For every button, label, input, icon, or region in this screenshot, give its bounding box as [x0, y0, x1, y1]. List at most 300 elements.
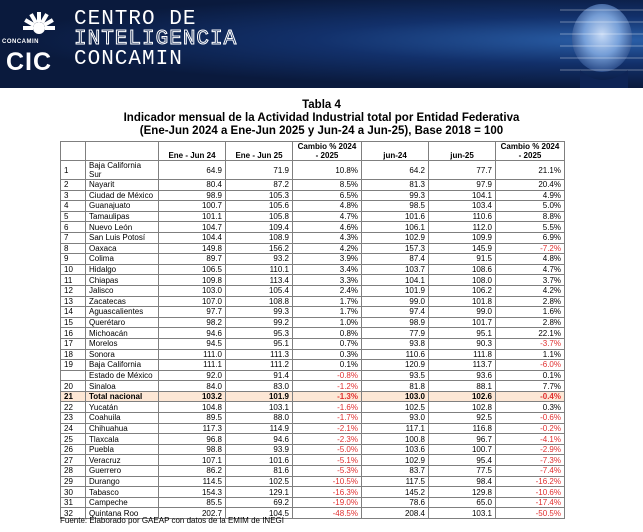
table-cell: -0.4%	[496, 391, 565, 402]
table-cell: 100.7	[159, 201, 226, 212]
table-cell: -1.3%	[293, 391, 362, 402]
table-cell: 81.6	[226, 466, 293, 477]
table-cell: -1.2%	[293, 381, 362, 392]
table-cell: 108.0	[429, 275, 496, 286]
table-cell: 154.3	[159, 487, 226, 498]
table-cell: 83.0	[226, 381, 293, 392]
table-cell: 85.5	[159, 497, 226, 508]
table-row	[61, 254, 565, 265]
table-cell: 92.5	[429, 413, 496, 424]
table-cell: 93.6	[429, 370, 496, 381]
robot-head-icon	[540, 0, 643, 88]
table-cell: 87.4	[362, 254, 429, 265]
table-cell: 4	[61, 201, 86, 212]
table-cell: 112.0	[429, 222, 496, 233]
table-cell: 3	[61, 190, 86, 201]
table-cell: Querétaro	[86, 317, 159, 328]
table-cell: 4.9%	[496, 190, 565, 201]
table-row	[61, 455, 565, 466]
table-cell: 81.3	[362, 180, 429, 191]
table-cell: 31	[61, 497, 86, 508]
table-cell: 91.5	[429, 254, 496, 265]
table-cell: 83.7	[362, 466, 429, 477]
table-cell: -5.3%	[293, 466, 362, 477]
table-cell: 3.4%	[293, 264, 362, 275]
table-cell: 102.9	[362, 232, 429, 243]
table-cell: Coahuila	[86, 413, 159, 424]
table-cell: 102.6	[429, 391, 496, 402]
table-cell: 99.0	[362, 296, 429, 307]
table-row	[61, 338, 565, 349]
table-cell: Total nacional	[86, 391, 159, 402]
logo-small-text: CONCAMIN	[2, 39, 39, 45]
table-cell: -48.5%	[293, 508, 362, 519]
header-banner	[0, 0, 643, 88]
table-cell: 4.8%	[496, 254, 565, 265]
table-cell: 99.3	[226, 307, 293, 318]
table-cell: 107.0	[159, 296, 226, 307]
table-cell: 7.7%	[496, 381, 565, 392]
table-cell: -4.1%	[496, 434, 565, 445]
table-cell: Colima	[86, 254, 159, 265]
table-cell: 108.8	[226, 296, 293, 307]
table-cell: 97.4	[362, 307, 429, 318]
table-cell: 103.1	[226, 402, 293, 413]
table-cell: 29	[61, 476, 86, 487]
table-cell: 103.2	[159, 391, 226, 402]
table-cell: 84.0	[159, 381, 226, 392]
header-cell	[86, 142, 159, 161]
table-cell: -5.1%	[293, 455, 362, 466]
table-cell: Oaxaca	[86, 243, 159, 254]
table-cell: 116.8	[429, 423, 496, 434]
table-cell: -0.2%	[496, 423, 565, 434]
total-row	[61, 391, 565, 402]
table-cell: 98.9	[159, 190, 226, 201]
table-cell: 111.3	[226, 349, 293, 360]
table-cell: 95.3	[226, 328, 293, 339]
table-row	[61, 243, 565, 254]
table-cell: -16.2%	[496, 476, 565, 487]
table-cell: 0.3%	[496, 402, 565, 413]
table-cell: 5.5%	[496, 222, 565, 233]
table-cell: Tlaxcala	[86, 434, 159, 445]
table-cell: 96.8	[159, 434, 226, 445]
table-cell: 103.7	[362, 264, 429, 275]
table-cell: 19	[61, 360, 86, 371]
table-cell: 25	[61, 434, 86, 445]
table-cell: 94.5	[159, 338, 226, 349]
table-cell: 106.1	[362, 222, 429, 233]
table-cell: Baja California	[86, 360, 159, 371]
table-number: Tabla 4	[302, 99, 341, 111]
table-cell: 8	[61, 243, 86, 254]
table-cell: 1.1%	[496, 349, 565, 360]
table-cell: 129.8	[429, 487, 496, 498]
table-cell: Nuevo León	[86, 222, 159, 233]
table-caption	[0, 99, 643, 138]
table-cell: 149.8	[159, 243, 226, 254]
table-cell: 81.8	[362, 381, 429, 392]
table-cell: 93.2	[226, 254, 293, 265]
data-table	[60, 141, 565, 519]
table-cell: 8.5%	[293, 180, 362, 191]
header-cell	[61, 142, 86, 161]
table-cell: 108.6	[429, 264, 496, 275]
table-cell: 20	[61, 381, 86, 392]
table-cell: 7	[61, 232, 86, 243]
table-cell: 110.6	[429, 211, 496, 222]
table-cell: 2.4%	[293, 285, 362, 296]
table-cell	[61, 370, 86, 381]
table-cell: Jalisco	[86, 285, 159, 296]
table-row	[61, 444, 565, 455]
table-cell: -10.6%	[496, 487, 565, 498]
table-row	[61, 307, 565, 318]
table-cell: 9	[61, 254, 86, 265]
table-cell: 98.8	[159, 444, 226, 455]
table-cell: 2.8%	[496, 296, 565, 307]
table-cell: 1.7%	[293, 296, 362, 307]
table-cell: 101.9	[226, 391, 293, 402]
table-cell: 100.8	[362, 434, 429, 445]
logo-text: CIC	[6, 48, 53, 76]
table-cell: -2.3%	[293, 434, 362, 445]
table-cell: -16.3%	[293, 487, 362, 498]
table-cell: Michoacán	[86, 328, 159, 339]
table-cell: 21.1%	[496, 161, 565, 180]
table-row	[61, 370, 565, 381]
table-cell: 14	[61, 307, 86, 318]
table-cell: 106.5	[159, 264, 226, 275]
table-cell: 105.4	[226, 285, 293, 296]
table-cell: 22.1%	[496, 328, 565, 339]
table-cell: 65.0	[429, 497, 496, 508]
table-cell: 64.9	[159, 161, 226, 180]
table-cell: 3.9%	[293, 254, 362, 265]
table-cell: Hidalgo	[86, 264, 159, 275]
table-cell: -7.2%	[496, 243, 565, 254]
table-cell: -3.7%	[496, 338, 565, 349]
table-cell: 104.8	[159, 402, 226, 413]
table-cell: 102.5	[362, 402, 429, 413]
table-cell: 2	[61, 180, 86, 191]
table-cell: -2.1%	[293, 423, 362, 434]
table-cell: 101.6	[226, 455, 293, 466]
table-cell: 102.9	[362, 455, 429, 466]
table-cell: 98.9	[362, 317, 429, 328]
table-cell: 102.5	[226, 476, 293, 487]
table-cell: 105.8	[226, 211, 293, 222]
table-cell: 4.8%	[293, 201, 362, 212]
table-cell: 92.0	[159, 370, 226, 381]
table-cell: 103.4	[429, 201, 496, 212]
table-cell: 24	[61, 423, 86, 434]
table-cell: 17	[61, 338, 86, 349]
table-cell: 97.7	[159, 307, 226, 318]
table-cell: -7.3%	[496, 455, 565, 466]
table-cell: 90.3	[429, 338, 496, 349]
table-cell: 6.5%	[293, 190, 362, 201]
table-cell: 156.2	[226, 243, 293, 254]
table-cell: 89.7	[159, 254, 226, 265]
table-cell: Veracruz	[86, 455, 159, 466]
table-cell: 8.8%	[496, 211, 565, 222]
table-cell: -5.0%	[293, 444, 362, 455]
table-cell: 10	[61, 264, 86, 275]
table-cell: 104.7	[159, 222, 226, 233]
table-row	[61, 180, 565, 191]
table-cell: 69.2	[226, 497, 293, 508]
table-row	[61, 190, 565, 201]
table-cell: 105.3	[226, 190, 293, 201]
table-row	[61, 296, 565, 307]
table-cell: 28	[61, 466, 86, 477]
table-cell: 32	[61, 508, 86, 519]
table-cell: 30	[61, 487, 86, 498]
table-cell: 95.1	[226, 338, 293, 349]
table-cell: 98.2	[159, 317, 226, 328]
table-cell: 0.1%	[293, 360, 362, 371]
table-cell: Guerrero	[86, 466, 159, 477]
table-cell: Tabasco	[86, 487, 159, 498]
table-cell: -0.6%	[496, 413, 565, 424]
table-cell: Aguascalientes	[86, 307, 159, 318]
table-cell: 21	[61, 391, 86, 402]
table-row	[61, 381, 565, 392]
table-cell: 96.7	[429, 434, 496, 445]
table-cell: 101.8	[429, 296, 496, 307]
table-cell: 15	[61, 317, 86, 328]
table-row	[61, 466, 565, 477]
table-cell: 6	[61, 222, 86, 233]
table-cell: 1	[61, 161, 86, 180]
table-cell: 202.7	[159, 508, 226, 519]
table-cell: 0.3%	[293, 349, 362, 360]
table-cell: 110.1	[226, 264, 293, 275]
table-cell: 71.9	[226, 161, 293, 180]
table-row	[61, 285, 565, 296]
table-cell: Guanajuato	[86, 201, 159, 212]
table-cell: 94.6	[159, 328, 226, 339]
table-cell: 103.6	[362, 444, 429, 455]
header-cell: jun-25	[429, 142, 496, 161]
table-cell: 1.6%	[496, 307, 565, 318]
table-cell: 120.9	[362, 360, 429, 371]
table-cell: 80.4	[159, 180, 226, 191]
table-cell: 104.1	[429, 190, 496, 201]
table-cell: 4.2%	[293, 243, 362, 254]
header-cell: Ene - Jun 24	[159, 142, 226, 161]
table-cell: Quintana Roo	[86, 508, 159, 519]
table-cell: 114.9	[226, 423, 293, 434]
table-cell: 27	[61, 455, 86, 466]
table-cell: -10.5%	[293, 476, 362, 487]
table-cell: -1.6%	[293, 402, 362, 413]
table-cell: 77.5	[429, 466, 496, 477]
table-title: Indicador mensual de la Actividad Industrial total por Entidad Federativa	[123, 112, 520, 124]
table-cell: 98.5	[362, 201, 429, 212]
table-cell: Campeche	[86, 497, 159, 508]
header-cell: jun-24	[362, 142, 429, 161]
table-cell: 104.1	[362, 275, 429, 286]
table-cell: 6.9%	[496, 232, 565, 243]
table-cell: 111.8	[429, 349, 496, 360]
table-cell: 3.3%	[293, 275, 362, 286]
table-cell: 109.4	[226, 222, 293, 233]
table-row	[61, 360, 565, 371]
table-cell: Chiapas	[86, 275, 159, 286]
table-cell: 78.6	[362, 497, 429, 508]
table-cell: 109.9	[429, 232, 496, 243]
table-cell: 0.7%	[293, 338, 362, 349]
table-cell: 5.0%	[496, 201, 565, 212]
table-cell: Zacatecas	[86, 296, 159, 307]
table-cell: 103.1	[429, 508, 496, 519]
table-cell: -50.5%	[496, 508, 565, 519]
table-cell: 111.2	[226, 360, 293, 371]
header-cell: Ene - Jun 25	[226, 142, 293, 161]
table-cell: 88.1	[429, 381, 496, 392]
table-cell: 106.2	[429, 285, 496, 296]
table-cell: 113.7	[429, 360, 496, 371]
table-cell: 4.7%	[496, 264, 565, 275]
table-row	[61, 476, 565, 487]
banner-line-3: CONCAMIN	[74, 48, 183, 71]
table-row	[61, 402, 565, 413]
table-cell: Baja California Sur	[86, 161, 159, 180]
table-cell: -0.8%	[293, 370, 362, 381]
table-cell: Morelos	[86, 338, 159, 349]
table-cell: 89.5	[159, 413, 226, 424]
table-cell: 98.4	[429, 476, 496, 487]
table-cell: 102.8	[429, 402, 496, 413]
table-cell: 100.7	[429, 444, 496, 455]
table-cell: 88.0	[226, 413, 293, 424]
table-row	[61, 211, 565, 222]
table-row	[61, 275, 565, 286]
table-cell: 145.2	[362, 487, 429, 498]
table-cell: 95.4	[429, 455, 496, 466]
table-row	[61, 328, 565, 339]
table-cell: Durango	[86, 476, 159, 487]
table-cell: 97.9	[429, 180, 496, 191]
table-cell: 2.8%	[496, 317, 565, 328]
table-row	[61, 201, 565, 212]
table-row	[61, 264, 565, 275]
header-cell: Cambio % 2024 - 2025	[496, 142, 565, 161]
table-cell: 1.7%	[293, 307, 362, 318]
table-cell: 16	[61, 328, 86, 339]
table-cell: 4.6%	[293, 222, 362, 233]
table-cell: -2.9%	[496, 444, 565, 455]
table-cell: 18	[61, 349, 86, 360]
table-cell: 87.2	[226, 180, 293, 191]
table-cell: 13	[61, 296, 86, 307]
table-cell: 108.9	[226, 232, 293, 243]
table-cell: 99.0	[429, 307, 496, 318]
table-cell: 129.1	[226, 487, 293, 498]
table-cell: 145.9	[429, 243, 496, 254]
table-cell: -6.0%	[496, 360, 565, 371]
table-cell: 77.7	[429, 161, 496, 180]
table-cell: 110.6	[362, 349, 429, 360]
table-row	[61, 497, 565, 508]
table-cell: 26	[61, 444, 86, 455]
table-cell: Chihuahua	[86, 423, 159, 434]
table-cell: 113.4	[226, 275, 293, 286]
table-cell: Nayarit	[86, 180, 159, 191]
table-cell: 3.7%	[496, 275, 565, 286]
table-cell: 105.6	[226, 201, 293, 212]
table-cell: 91.4	[226, 370, 293, 381]
banner-line-2: INTELIGENCIA	[74, 28, 238, 51]
footnote: Fuente: Elaborado por GAEAP con datos de la EMIM de INEGI	[60, 516, 284, 525]
table-cell: 12	[61, 285, 86, 296]
table-cell: 11	[61, 275, 86, 286]
table-cell: -19.0%	[293, 497, 362, 508]
table-cell: 4.3%	[293, 232, 362, 243]
table-cell: 101.7	[429, 317, 496, 328]
table-cell: 94.6	[226, 434, 293, 445]
table-cell: 1.0%	[293, 317, 362, 328]
table-cell: 101.6	[362, 211, 429, 222]
table-cell: 0.8%	[293, 328, 362, 339]
table-cell: 93.5	[362, 370, 429, 381]
table-cell: San Luis Potosí	[86, 232, 159, 243]
table-cell: 111.1	[159, 360, 226, 371]
table-cell: 64.2	[362, 161, 429, 180]
table-cell: 20.4%	[496, 180, 565, 191]
table-cell: 77.9	[362, 328, 429, 339]
table-cell: 22	[61, 402, 86, 413]
table-cell: 99.3	[362, 190, 429, 201]
table-cell: Sonora	[86, 349, 159, 360]
table-cell: 104.4	[159, 232, 226, 243]
table-cell: 111.0	[159, 349, 226, 360]
table-cell: 103.0	[159, 285, 226, 296]
table-cell: Yucatán	[86, 402, 159, 413]
table-cell: 117.5	[362, 476, 429, 487]
table-cell: 93.9	[226, 444, 293, 455]
table-row	[61, 423, 565, 434]
banner-title	[74, 10, 237, 70]
table-cell: Tamaulipas	[86, 211, 159, 222]
table-cell: 86.2	[159, 466, 226, 477]
table-cell: 10.8%	[293, 161, 362, 180]
table-row	[61, 349, 565, 360]
table-cell: -17.4%	[496, 497, 565, 508]
table-cell: 93.8	[362, 338, 429, 349]
table-cell: 103.0	[362, 391, 429, 402]
table-cell: 0.1%	[496, 370, 565, 381]
table-cell: 109.8	[159, 275, 226, 286]
table-header-row	[61, 142, 565, 161]
table-cell: 157.3	[362, 243, 429, 254]
table-subtitle: (Ene-Jun 2024 a Ene-Jun 2025 y Jun-24 a Jun-25), Base 2018 = 100	[139, 125, 504, 137]
table-cell: 114.5	[159, 476, 226, 487]
table-cell: 101.1	[159, 211, 226, 222]
table-row	[61, 161, 565, 180]
table-row	[61, 434, 565, 445]
table-row	[61, 232, 565, 243]
table-cell: 93.0	[362, 413, 429, 424]
table-cell: Estado de México	[86, 370, 159, 381]
table-row	[61, 487, 565, 498]
header-cell: Cambio % 2024 - 2025	[293, 142, 362, 161]
table-row	[61, 222, 565, 233]
table-cell: 5	[61, 211, 86, 222]
